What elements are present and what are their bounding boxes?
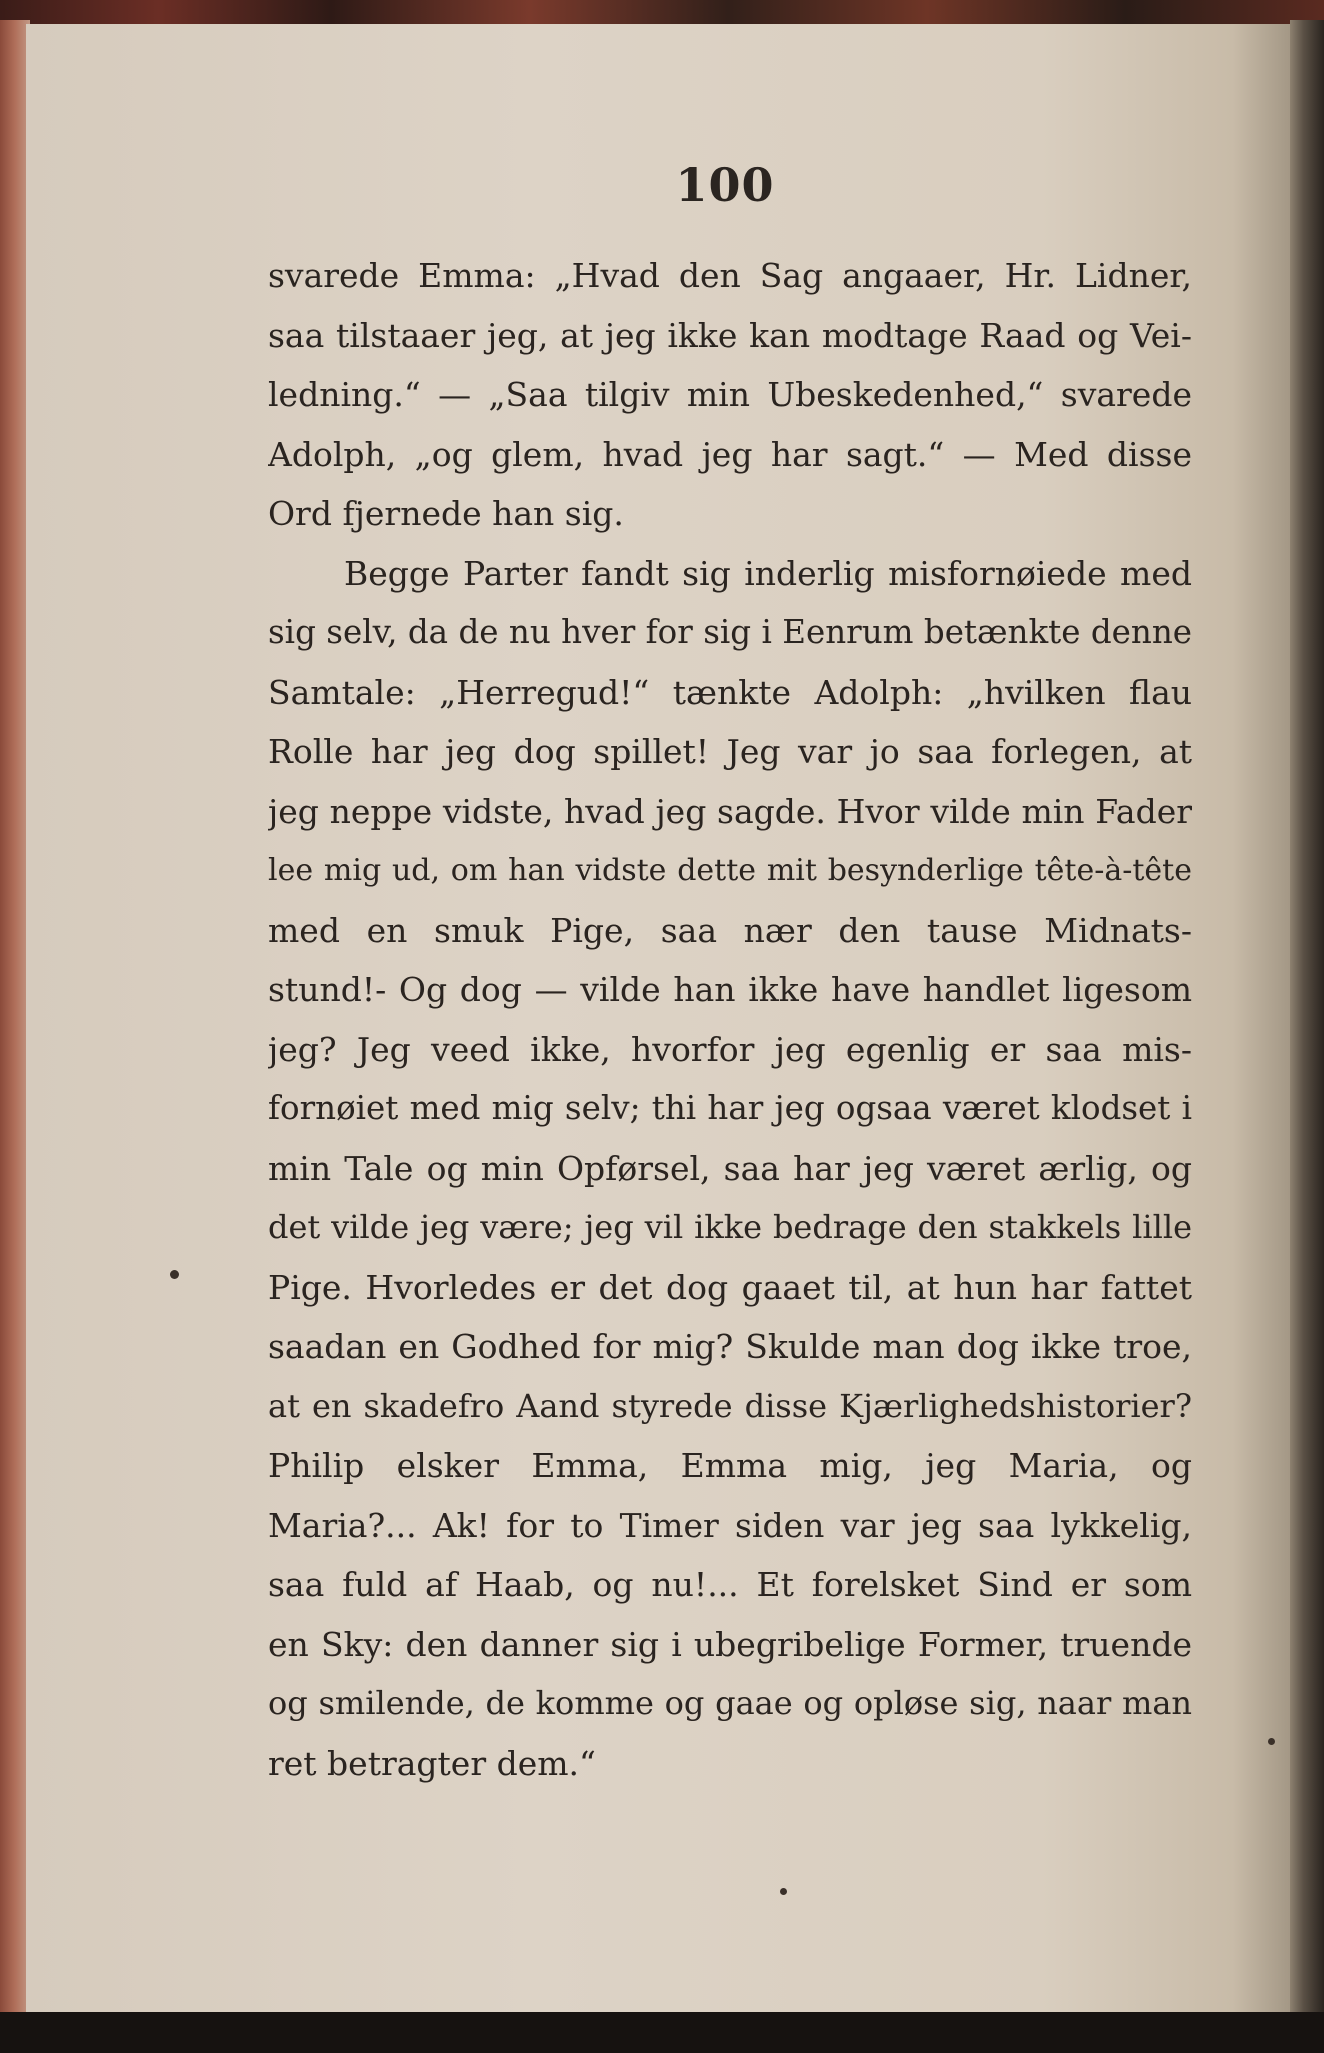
- text-line: fornøiet med mig selv; thi har jeg ogsaa været klodset i: [268, 1089, 1192, 1127]
- text-line: sig selv, da de nu hver for sig i Eenrum betænkte denne: [268, 613, 1192, 651]
- text-line: saa tilstaaer jeg, at jeg ikke kan modtage Raad og Vei-: [268, 315, 1192, 355]
- text-line: saa fuld af Haab, og nu!... Et forelsket Sind er som: [268, 1565, 1192, 1604]
- text-line: og smilende, de komme og gaae og opløse sig, naar man: [268, 1684, 1192, 1722]
- text-line: Ord fjernede han sig.: [268, 494, 624, 533]
- ink-speck: [780, 1888, 787, 1895]
- text-line: svarede Emma: „Hvad den Sag angaaer, Hr. Lidner,: [268, 256, 1192, 295]
- text-line: Philip elsker Emma, Emma mig, jeg Maria, og: [268, 1446, 1192, 1485]
- paragraph-first-line: Begge Parter fandt sig inderlig misfornøiede med: [344, 553, 1192, 593]
- text-line: Samtale: „Herregud!“ tænkte Adolph: „hvilken flau: [268, 672, 1192, 712]
- book-top-edge: [0, 0, 1324, 26]
- book-bottom-edge: [0, 2012, 1324, 2053]
- text-line: ledning.“ — „Saa tilgiv min Ubeskedenhed,“ svarede: [268, 375, 1192, 414]
- page-gutter-shadow: [1290, 20, 1324, 2020]
- body-text: [268, 246, 1192, 1793]
- ink-speck: [170, 1270, 179, 1279]
- text-line: saadan en Godhed for mig? Skulde man dog ikke troe,: [268, 1327, 1192, 1366]
- text-line: at en skadefro Aand styrede disse Kjærlighedshistorier?: [268, 1386, 1192, 1425]
- text-line: min Tale og min Opførsel, saa har jeg været ærlig, og: [268, 1148, 1192, 1188]
- ink-speck: [1268, 1738, 1275, 1745]
- text-line: Rolle har jeg dog spillet! Jeg var jo saa forlegen, at: [268, 732, 1192, 771]
- text-line: det vilde jeg være; jeg vil ikke bedrage den stakkels lille: [268, 1208, 1192, 1246]
- text-line: jeg? Jeg veed ikke, hvorfor jeg egenlig er saa mis-: [268, 1029, 1192, 1069]
- text-line: med en smuk Pige, saa nær den tause Midnats-: [268, 910, 1192, 950]
- text-line: Pige. Hvorledes er det dog gaaet til, at hun har fattet: [268, 1267, 1192, 1307]
- text-line: Adolph, „og glem, hvad jeg har sagt.“ — Med disse: [268, 434, 1192, 474]
- page-number: 100: [675, 158, 775, 212]
- text-line: jeg neppe vidste, hvad jeg sagde. Hvor vilde min Fader: [268, 791, 1192, 831]
- text-line: ret betragter dem.“: [268, 1743, 596, 1783]
- text-line: Maria?... Ak! for to Timer siden var jeg saa lykkelig,: [268, 1505, 1192, 1545]
- text-line: lee mig ud, om han vidste dette mit besynderlige tête-à-tête: [268, 853, 1192, 888]
- text-line: en Sky: den danner sig i ubegribelige Former, truende: [268, 1624, 1192, 1664]
- text-line: stund!- Og dog — vilde han ikke have handlet ligesom: [268, 970, 1192, 1009]
